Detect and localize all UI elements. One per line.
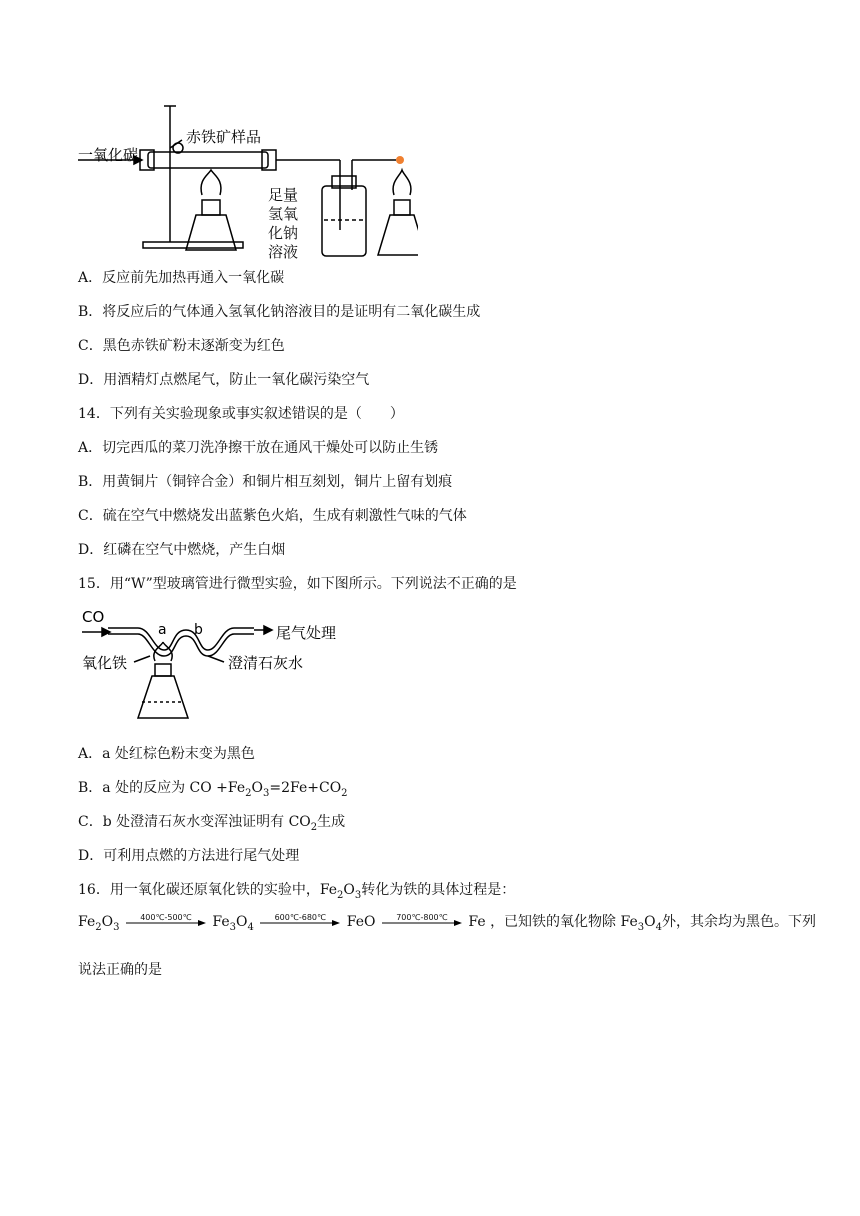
chain-condition-1: 400℃-500℃	[140, 913, 192, 922]
subscript: 2	[245, 787, 252, 799]
reaction-chain	[78, 912, 816, 932]
q14-option-c: C．硫在空气中燃烧发出蓝紫色火焰，生成有刺激性气味的气体	[78, 508, 467, 524]
q16-continuation: 说法正确的是	[78, 962, 162, 978]
label-hematite-sample: 赤铁矿样品	[186, 128, 262, 146]
chain-species-feo: FeO	[346, 914, 376, 930]
chain-species-fe2o3: $Fe_2O_3$	[78, 914, 120, 933]
label-naoh-line: 溶液	[268, 243, 299, 261]
q13-option-d: D．用酒精灯点燃尾气，防止一氧化碳污染空气	[78, 372, 370, 388]
subscript: 2	[341, 787, 348, 799]
label-tail-gas: 尾气处理	[276, 624, 337, 642]
chain-condition-2: 600℃-680℃	[274, 913, 326, 922]
subscript: 2	[310, 821, 318, 833]
q15-option-c-prefix: C．b 处澄清石灰水变浑浊证明有 CO	[78, 814, 311, 830]
chain-species-fe3o4: $Fe_3O_4$	[212, 914, 254, 933]
q13-option-a: A．反应前先加热再通入一氧化碳	[78, 270, 285, 286]
q16-stem	[78, 880, 515, 900]
chain-species-fe: Fe	[468, 914, 486, 930]
q15-option-b-mid2: =2Fe+CO	[269, 780, 342, 796]
label-naoh-line: 化钠	[268, 224, 299, 242]
q15-option-b-mid: O	[251, 780, 263, 796]
q15-option-b-prefix: B．a 处的反应为 CO +Fe	[78, 780, 246, 796]
q15-option-b	[78, 778, 348, 798]
chain-arrow-1	[126, 912, 206, 932]
label-co: CO	[82, 608, 105, 626]
q14-option-a: A．切完西瓜的菜刀洗净擦干放在通风干燥处可以防止生锈	[78, 440, 439, 456]
apparatus-figure-1	[78, 100, 418, 270]
arrow-icon	[126, 920, 206, 926]
label-naoh-line: 氢氧	[268, 205, 299, 223]
q16-stem-suffix: 转化为铁的具体过程是：	[361, 882, 516, 898]
q15-option-a: A．a 处红棕色粉末变为黑色	[78, 746, 255, 762]
label-carbon-monoxide: 一氧化碳	[78, 146, 139, 164]
chain-arrow-2	[260, 912, 340, 932]
q15-option-c	[78, 812, 345, 832]
subscript: 3	[263, 787, 270, 799]
label-point-b: b	[194, 622, 203, 638]
label-naoh-solution	[268, 186, 298, 262]
q15-stem: 15．用“W”型玻璃管进行微型实验，如下图所示。下列说法不正确的是	[78, 576, 517, 592]
q16-stem-prefix: 16．用一氧化碳还原氧化铁的实验中，Fe	[78, 882, 338, 898]
q14-option-d: D．红磷在空气中燃烧，产生白烟	[78, 542, 286, 558]
q14-stem: 14．下列有关实验现象或事实叙述错误的是（ ）	[78, 406, 404, 422]
chain-arrow-3	[382, 912, 462, 932]
label-iron-oxide: 氧化铁	[82, 654, 128, 672]
arrow-icon	[382, 920, 462, 926]
label-limewater: 澄清石灰水	[228, 654, 304, 672]
subscript: 3	[354, 889, 362, 901]
subscript: 2	[337, 889, 344, 901]
q14-option-b: B．用黄铜片（铜锌合金）和铜片相互刻划，铜片上留有划痕	[78, 474, 453, 490]
apparatus-figure-2	[78, 606, 368, 728]
label-naoh-line: 足量	[268, 186, 299, 204]
chain-condition-3: 700℃-800℃	[396, 913, 448, 922]
chain-tail: ，已知铁的氧化物除 $Fe_3O_4$外，其余均为黑色。下列	[490, 914, 816, 933]
q15-option-c-suffix: 生成	[317, 814, 346, 830]
q16-stem-mid: O	[343, 882, 355, 898]
label-point-a: a	[158, 622, 167, 638]
q13-option-b: B．将反应后的气体通入氢氧化钠溶液目的是证明有二氧化碳生成	[78, 304, 481, 320]
q15-option-d: D．可利用点燃的方法进行尾气处理	[78, 848, 300, 864]
arrow-icon	[260, 920, 340, 926]
q13-option-c: C．黑色赤铁矿粉末逐渐变为红色	[78, 338, 285, 354]
